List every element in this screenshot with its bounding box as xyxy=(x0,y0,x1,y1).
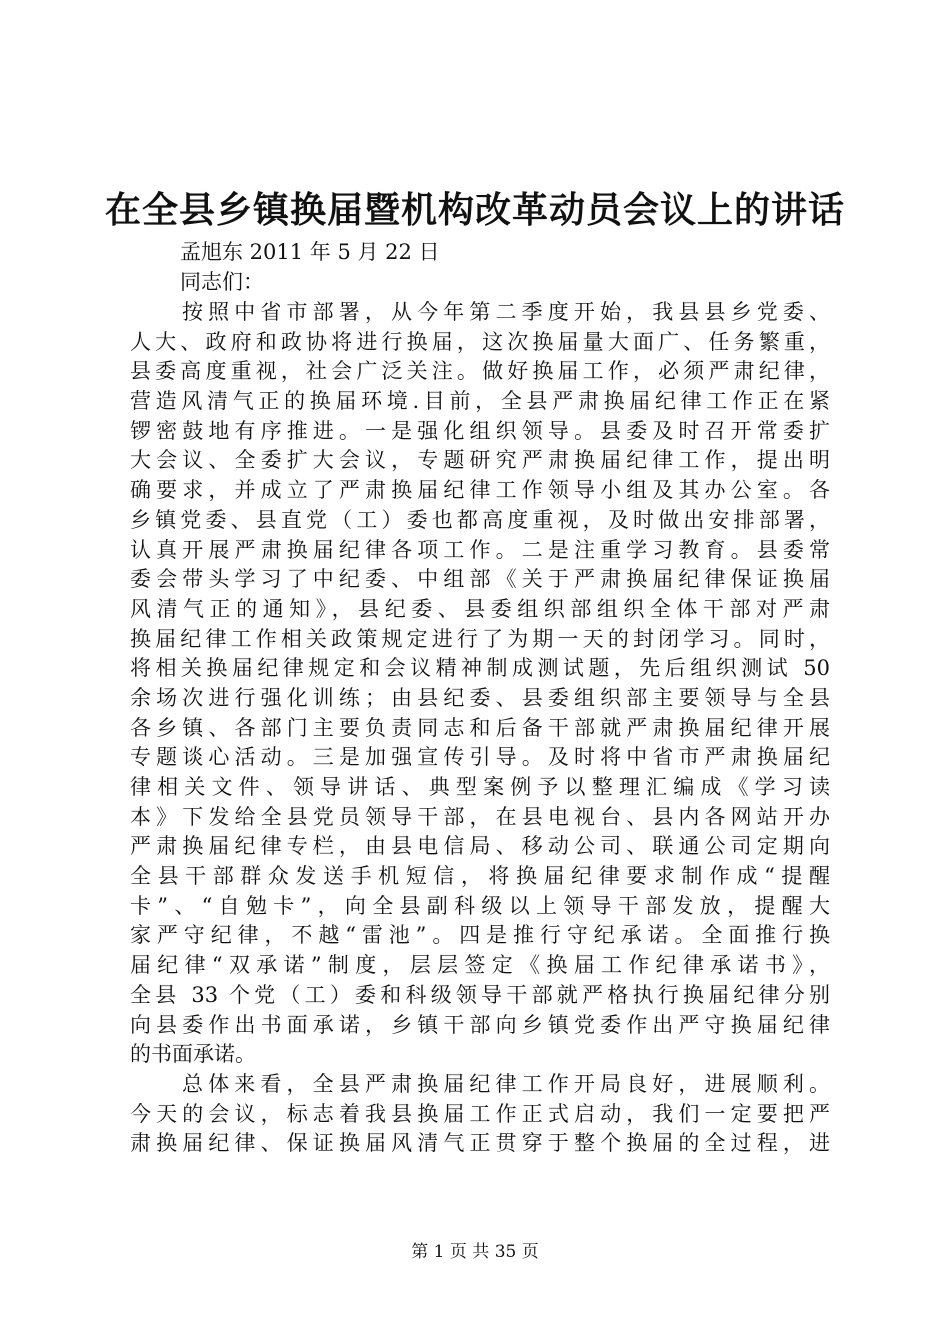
paragraph-line: 卡”、“自勉卡”，向全县副科级以上领导干部发放，提醒大 xyxy=(130,893,830,918)
document-body xyxy=(130,298,830,1159)
paragraph-line: 委会带头学习了中纪委、中组部《关于严肃换届纪律保证换届 xyxy=(130,567,830,592)
paragraph-line: 总体来看，全县严肃换届纪律工作开局良好，进展顺利。 xyxy=(182,1071,830,1096)
paragraph-line: 风清气正的通知》，县纪委、县委组织部组织全体干部对严肃 xyxy=(130,596,830,621)
page-number: 第 1 页 共 35 页 xyxy=(411,1242,539,1262)
paragraph-line: 届纪律“双承诺”制度，层层签定《换届工作纪律承诺书》， xyxy=(130,953,830,978)
paragraph-line: 律相关文件、领导讲话、典型案例予以整理汇编成《学习读 xyxy=(130,775,830,799)
paragraph-line: 乡镇党委、县直党（工）委也都高度重视，及时做出安排部署， xyxy=(130,507,830,532)
paragraph-line: 严肃换届纪律专栏，由县电信局、移动公司、联通公司定期向 xyxy=(130,834,830,859)
paragraph-line: 专题谈心活动。三是加强宣传引导。及时将中省市严肃换届纪 xyxy=(130,745,830,770)
paragraph-line: 肃换届纪律、保证换届风清气正贯穿于整个换届的全过程，进 xyxy=(130,1131,830,1156)
paragraph-line: 全县 33 个党（工）委和科级领导干部就严格执行换届纪律分别 xyxy=(130,982,830,1007)
paragraph-line: 今天的会议，标志着我县换届工作正式启动，我们一定要把严 xyxy=(130,1101,830,1126)
author-date: 孟旭东 2011 年 5 月 22 日 xyxy=(180,240,440,264)
paragraph-line: 本》下发给全县党员领导干部，在县电视台、县内各网站开办 xyxy=(130,804,830,829)
paragraph-line: 人大、政府和政协将进行换届，这次换届量大面广、任务繁重， xyxy=(130,329,830,354)
paragraph-line: 认真开展严肃换届纪律各项工作。二是注重学习教育。县委常 xyxy=(130,537,830,562)
paragraph-line: 的书面承诺。 xyxy=(130,1042,256,1067)
paragraph-line: 县委高度重视，社会广泛关注。做好换届工作，必须严肃纪律， xyxy=(130,359,830,384)
paragraph-line: 全县干部群众发送手机短信，将换届纪律要求制作成“提醒 xyxy=(130,864,830,889)
paragraph-line: 各乡镇、各部门主要负责同志和后备干部就严肃换届纪律开展 xyxy=(130,715,830,740)
paragraph-line: 余场次进行强化训练；由县纪委、县委组织部主要领导与全县 xyxy=(130,685,830,710)
paragraph-line: 大会议、全委扩大会议，专题研究严肃换届纪律工作，提出明 xyxy=(130,448,830,473)
document-title: 在全县乡镇换届暨机构改革动员会议上的讲话 xyxy=(104,189,845,231)
paragraph-line: 将相关换届纪律规定和会议精神制成测试题，先后组织测试 50 xyxy=(130,656,830,681)
paragraph-line: 换届纪律工作相关政策规定进行了为期一天的封闭学习。同时， xyxy=(130,626,830,651)
paragraph xyxy=(130,1070,830,1159)
paragraph-line: 确要求，并成立了严肃换届纪律工作领导小组及其办公室。各 xyxy=(130,478,830,503)
paragraph xyxy=(130,298,830,1070)
paragraph-line: 营造风清气正的换届环境.目前，全县严肃换届纪律工作正在紧 xyxy=(130,389,830,414)
paragraph-line: 按照中省市部署，从今年第二季度开始，我县县乡党委、 xyxy=(182,300,830,324)
paragraph-line: 锣密鼓地有序推进。一是强化组织领导。县委及时召开常委扩 xyxy=(130,418,830,443)
paragraph-line: 家严守纪律，不越“雷池”。四是推行守纪承诺。全面推行换 xyxy=(130,923,830,948)
paragraph-line: 向县委作出书面承诺，乡镇干部向乡镇党委作出严守换届纪律 xyxy=(130,1012,830,1037)
salutation: 同志们： xyxy=(180,270,264,294)
